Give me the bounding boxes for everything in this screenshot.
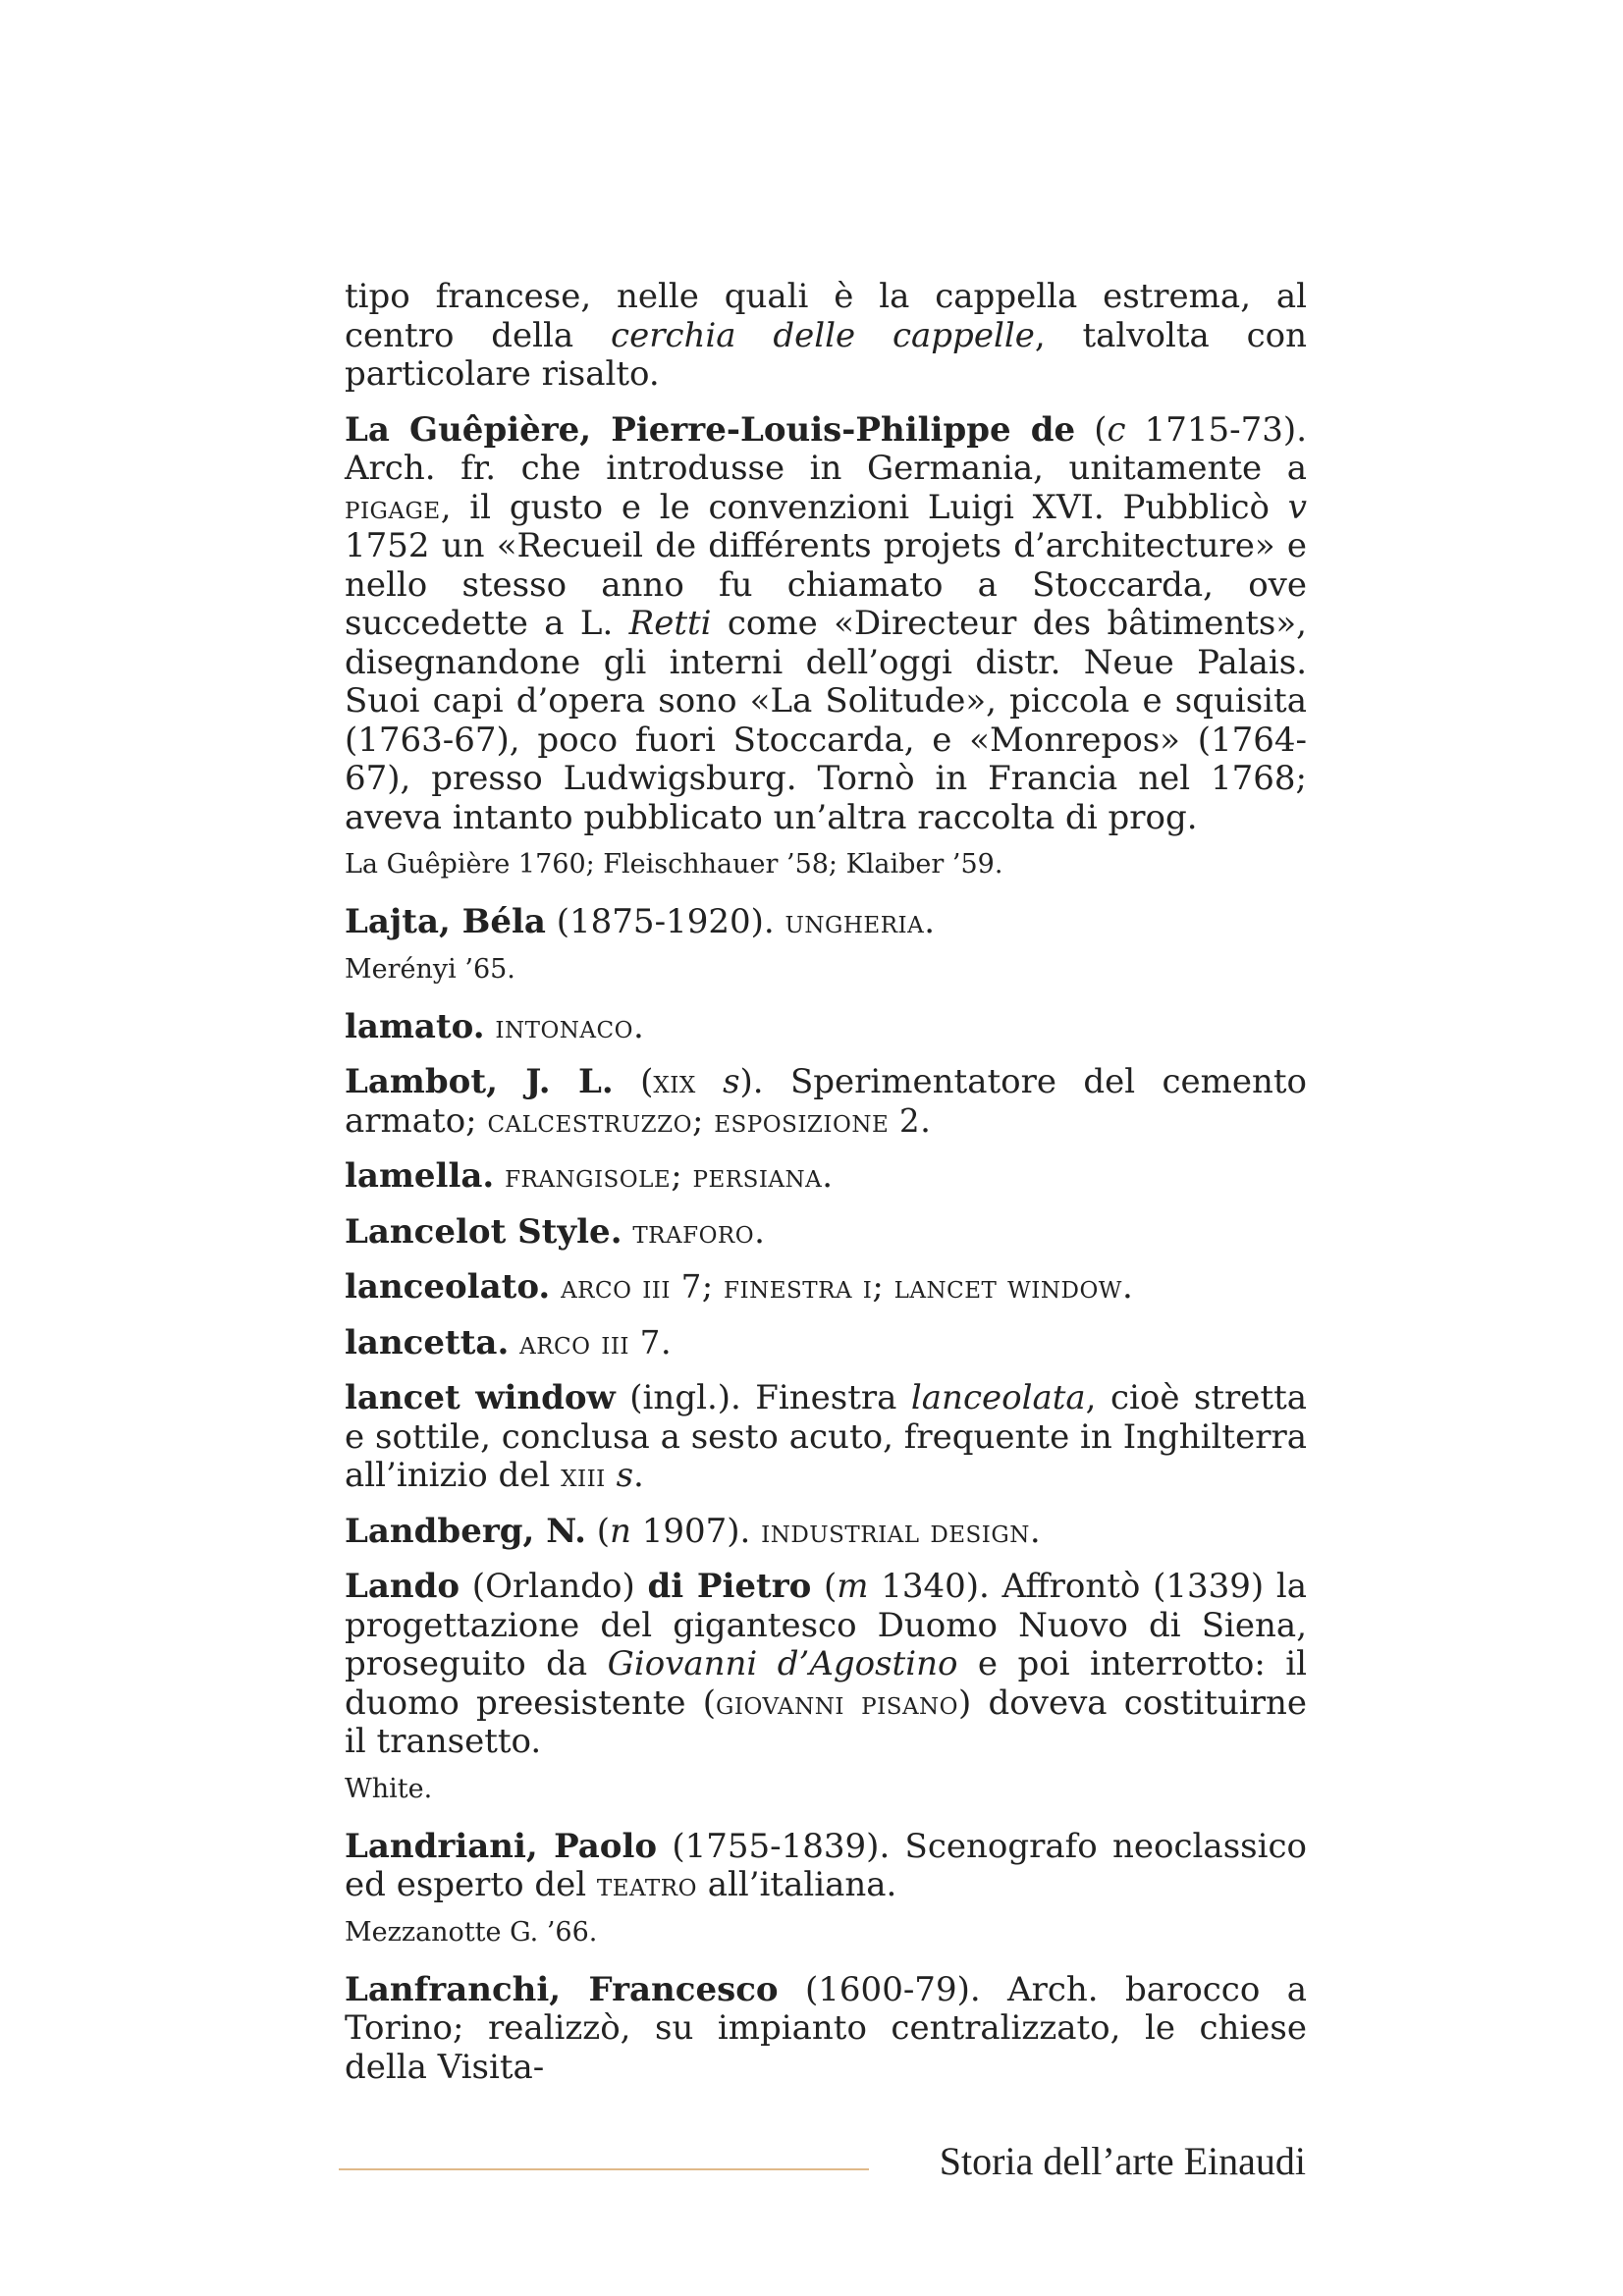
entry-text: . bbox=[1029, 1511, 1041, 1551]
entry-text: 1752 un «Recueil de différents projets d’architecture» e nello stesso anno fu chiamato a Stoccarda, ove succedette a L. bbox=[345, 526, 1307, 643]
dictionary-entry bbox=[345, 278, 1307, 395]
dictionary-entry bbox=[345, 1157, 1307, 1197]
italic-text: m bbox=[837, 1567, 869, 1606]
entry-text bbox=[606, 1456, 617, 1495]
entry-text: ; bbox=[701, 1267, 725, 1307]
entry-text bbox=[494, 1156, 505, 1196]
entry-headword: Landberg, N. bbox=[345, 1511, 586, 1551]
cross-reference: frangisole bbox=[505, 1157, 672, 1195]
dictionary-entry bbox=[345, 1828, 1307, 1905]
entry-text: , il gusto e le convenzioni Luigi XVI. Pubblicò bbox=[440, 487, 1288, 527]
cross-reference: calcestruzzo bbox=[487, 1101, 692, 1140]
entry-text bbox=[509, 1323, 519, 1362]
italic-text: lanceolata bbox=[910, 1378, 1086, 1417]
italic-text: Giovanni d’Agostino bbox=[607, 1644, 958, 1683]
entry-headword: lanceolato. bbox=[345, 1267, 551, 1307]
entry-text: (Orlando) bbox=[460, 1567, 648, 1606]
entry-text: . bbox=[660, 1322, 672, 1362]
bibliography-reference: Mezzanotte G. ’66. bbox=[345, 1916, 598, 1948]
cross-reference: teatro bbox=[596, 1866, 697, 1903]
cross-reference: arco iii 7 bbox=[519, 1323, 661, 1362]
entry-headword: lancetta. bbox=[345, 1322, 510, 1362]
entry-text: (1875-1920). bbox=[545, 902, 785, 941]
cross-reference: xiii bbox=[561, 1457, 606, 1494]
entry-headword: lamella. bbox=[345, 1156, 495, 1196]
entry-text: 1715-73). Arch. fr. che introdusse in Germania, unitamente a bbox=[345, 409, 1307, 488]
cross-reference: lancet window bbox=[893, 1268, 1122, 1306]
entry-text: ; bbox=[691, 1100, 715, 1141]
italic-text: n bbox=[610, 1511, 631, 1551]
entry-headword: lancet window bbox=[345, 1378, 616, 1417]
cross-reference: ungheria bbox=[784, 903, 925, 940]
bibliography-reference: White. bbox=[345, 1773, 433, 1804]
italic-text: s bbox=[616, 1456, 634, 1495]
entry-text bbox=[550, 1267, 561, 1307]
italic-text: cerchia delle cappelle bbox=[611, 315, 1035, 355]
cross-reference: persiana bbox=[692, 1157, 823, 1195]
entry-headword: di Pietro bbox=[647, 1567, 812, 1606]
entry-headword: Lando bbox=[345, 1567, 460, 1606]
entry-text: . bbox=[822, 1156, 834, 1196]
bibliography-reference: La Guêpière 1760; Fleischhauer ’58; Klaiber ’59. bbox=[345, 849, 1003, 880]
entry-text: tipo francese, nelle quali è la cappella estrema, al centro della bbox=[345, 277, 1307, 355]
entry-text: . bbox=[920, 1100, 931, 1141]
dictionary-entry bbox=[345, 1063, 1307, 1141]
dictionary-entry bbox=[345, 1568, 1307, 1762]
entry-text: ; bbox=[872, 1267, 894, 1307]
entry-text: all’italiana. bbox=[696, 1865, 897, 1904]
cross-reference: arco iii 7 bbox=[561, 1268, 702, 1306]
entry-text: ( bbox=[811, 1567, 838, 1606]
entry-headword: La Guêpière, Pierre-Louis-Philippe de bbox=[345, 409, 1076, 450]
italic-text: v bbox=[1287, 487, 1307, 527]
page-body bbox=[345, 278, 1307, 2104]
entry-text: ). Sperimentatore del cemento armato; bbox=[345, 1062, 1308, 1141]
entry-text bbox=[696, 1062, 723, 1101]
entry-text: , cioè stretta e sottile, conclusa a sesto acuto, frequente in Inghilterra all’inizio del bbox=[345, 1378, 1307, 1495]
entry-text: ; bbox=[671, 1156, 693, 1196]
entry-headword: Lancelot Style. bbox=[345, 1211, 622, 1252]
dictionary-entry bbox=[345, 1268, 1307, 1308]
cross-reference: esposizione 2 bbox=[714, 1101, 921, 1140]
italic-text: s bbox=[723, 1062, 740, 1101]
entry-text: . bbox=[633, 1456, 644, 1495]
entry-text: come «Directeur des bâtiments», disegnandone gli interni dell’oggi distr. Neue Palais. Suoi capi d’opera sono «La Solitude», piccola e squisita (1763-67), poco fuori Stoccarda, e «Monrepos» (1764-67), presso Ludwigsburg. Tornò in Francia nel 1768; aveva intanto pubblicato un’altra raccolta di prog. bbox=[345, 604, 1307, 837]
entry-headword: Lajta, Béla bbox=[345, 902, 546, 941]
entry-text: . bbox=[924, 902, 936, 941]
entry-headword: Lanfranchi, Francesco bbox=[345, 1969, 779, 2009]
entry-text: . bbox=[1121, 1267, 1133, 1307]
cross-reference: finestra i bbox=[724, 1268, 873, 1306]
entry-text: 1907). bbox=[630, 1511, 762, 1551]
dictionary-entry bbox=[345, 1971, 1307, 2088]
dictionary-entry bbox=[345, 1213, 1307, 1253]
entry-text bbox=[622, 1212, 633, 1252]
entry-text: e poi interrotto: il duomo preesistente ( bbox=[345, 1644, 1307, 1723]
entry-text: (1600-79). Arch. barocco a Torino; realizzò, su impianto centralizzato, le chiese della Visita- bbox=[345, 1969, 1307, 2087]
cross-reference: industrial design bbox=[761, 1512, 1030, 1550]
entry-text: ( bbox=[1075, 409, 1108, 450]
entry-text: (ingl.). Finestra bbox=[615, 1378, 911, 1417]
cross-reference: traforo bbox=[632, 1212, 755, 1251]
cross-reference: giovanni pisano bbox=[716, 1683, 959, 1722]
italic-text: c bbox=[1107, 409, 1126, 450]
entry-headword: Landriani, Paolo bbox=[345, 1826, 658, 1866]
dictionary-entry bbox=[345, 1324, 1307, 1363]
cross-reference: xix bbox=[653, 1063, 696, 1100]
entry-text: , talvolta con particolare risalto. bbox=[345, 315, 1308, 394]
entry-headword: lamato. bbox=[345, 1006, 485, 1046]
dictionary-entry bbox=[345, 1513, 1307, 1552]
entry-text: . bbox=[754, 1211, 765, 1252]
entry-headword: Lambot, J. L. bbox=[345, 1062, 614, 1101]
entry-text: . bbox=[633, 1006, 644, 1046]
footer-publisher-text: Storia dell’arte Einaudi bbox=[939, 2139, 1306, 2183]
page-footer bbox=[339, 2138, 1306, 2187]
entry-text: 1340). Affrontò (1339) la progettazione del gigantesco Duomo Nuovo di Siena, proseguito da bbox=[345, 1567, 1307, 1683]
italic-text: Retti bbox=[628, 604, 712, 643]
dictionary-entry bbox=[345, 411, 1307, 838]
entry-text bbox=[485, 1007, 496, 1046]
entry-text: (1755-1839). Scenografo neoclassico ed esperto del bbox=[345, 1826, 1307, 1904]
dictionary-entry bbox=[345, 1379, 1307, 1496]
entry-text: ( bbox=[585, 1511, 611, 1551]
bibliography-reference: Merényi ’65. bbox=[345, 953, 515, 985]
footer-rule bbox=[339, 2168, 869, 2170]
entry-text: ) doveva costituirne il transetto. bbox=[345, 1682, 1307, 1761]
dictionary-entry bbox=[345, 903, 1307, 942]
cross-reference: pigage bbox=[345, 488, 441, 526]
dictionary-entry bbox=[345, 1008, 1307, 1047]
cross-reference: intonaco bbox=[495, 1007, 633, 1045]
entry-text: ( bbox=[613, 1062, 654, 1101]
